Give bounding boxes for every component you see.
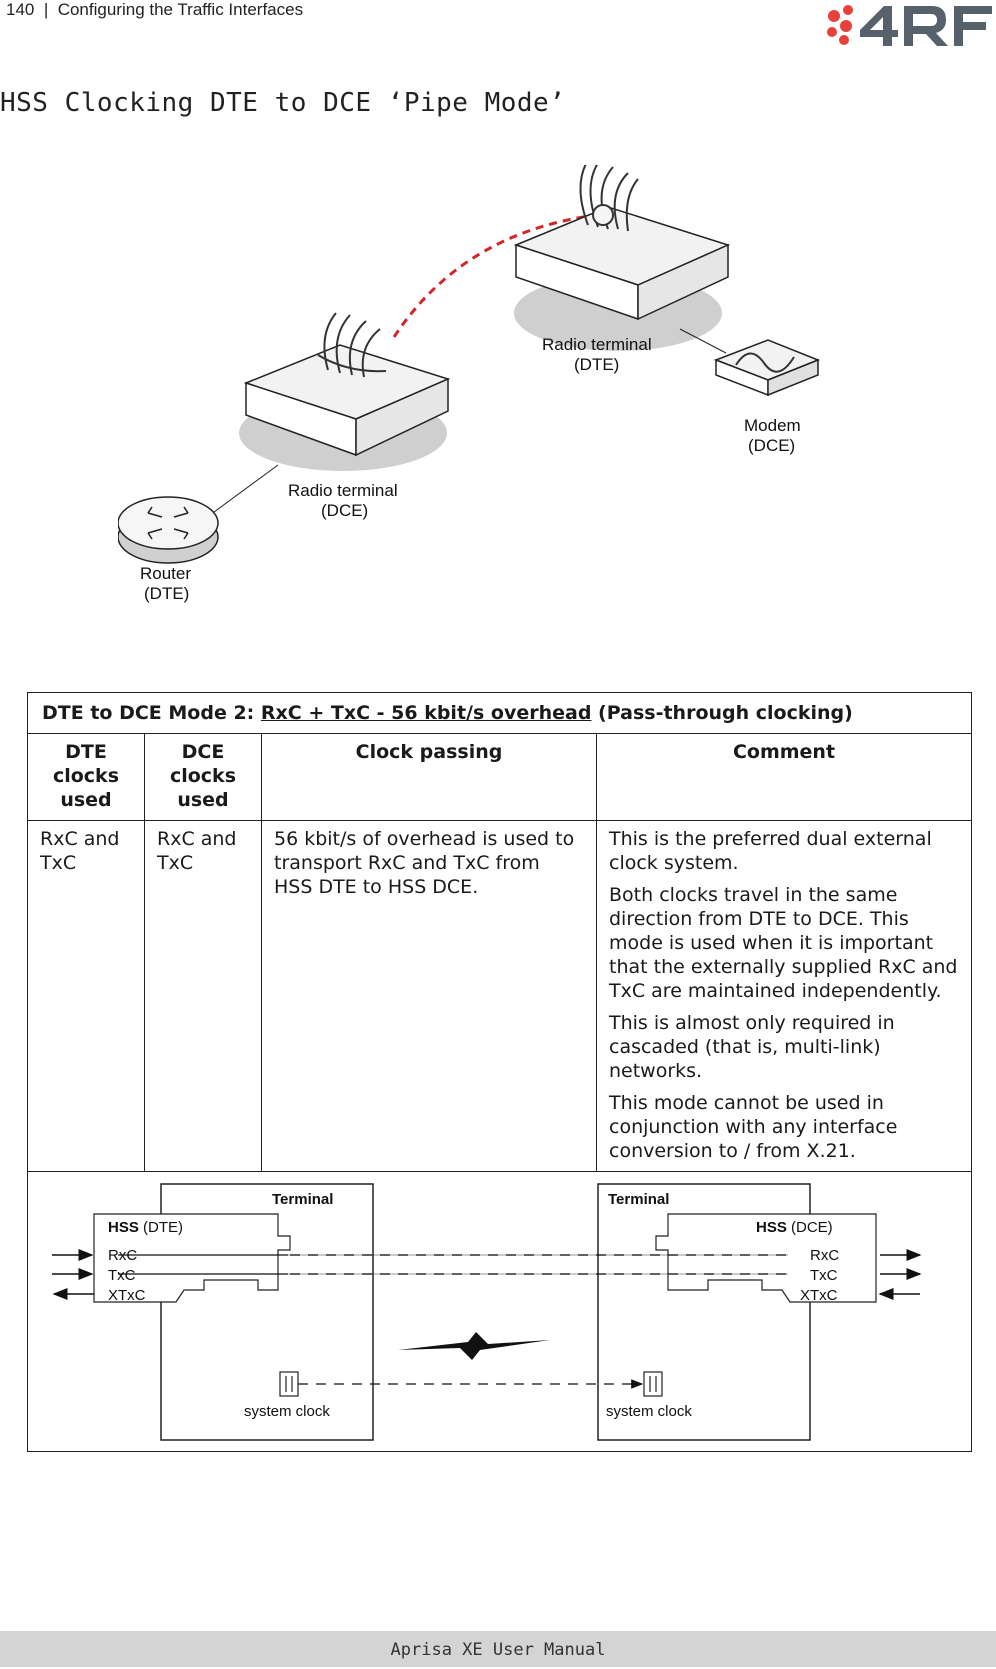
- radio-terminal-dce: [239, 313, 448, 520]
- diagram-row: [28, 1172, 972, 1452]
- clocking-mode-table: [27, 692, 972, 1452]
- page-number: 140: [6, 0, 35, 19]
- right-rxc-label: RxC: [810, 1247, 840, 1264]
- left-xtxc-label: XTxC: [108, 1287, 146, 1304]
- radio-terminal-dce-role: (DCE): [321, 501, 369, 520]
- 4rf-logo: [820, 0, 996, 50]
- left-rxc-label: RxC: [108, 1247, 138, 1264]
- comment-paragraph: Both clocks travel in the same direction from DTE to DCE. This mode is used when it is important that the externally supplied RxC and TxC are maintained independently.: [609, 884, 958, 1002]
- comment-paragraph: This is the preferred dual external clock system.: [609, 828, 932, 874]
- left-terminal-label: Terminal: [272, 1191, 334, 1208]
- right-hss-label: HSS (DCE): [756, 1219, 833, 1236]
- crystal-icon: [280, 1372, 298, 1396]
- table-row: [28, 821, 972, 1172]
- radio-terminal-dte-role: (DTE): [574, 355, 620, 374]
- left-txc-label: TxC: [108, 1267, 136, 1284]
- running-header: [6, 0, 303, 20]
- modem: [680, 329, 818, 455]
- right-terminal-label: Terminal: [608, 1191, 670, 1208]
- clock-diagram-cell: [28, 1172, 972, 1452]
- radio-terminal-dte: [514, 165, 728, 374]
- radio-terminal-dce-label: Radio terminal: [288, 481, 398, 500]
- crystal-icon: [644, 1372, 662, 1396]
- header-separator: |: [43, 0, 49, 19]
- modem-role: (DCE): [748, 436, 796, 455]
- network-diagram: [118, 165, 884, 643]
- cell-comment: [597, 821, 972, 1172]
- section-title: Configuring the Traffic Interfaces: [57, 0, 304, 19]
- footer: Aprisa XE User Manual: [0, 1631, 996, 1667]
- comment-paragraph: This mode cannot be used in conjunction with any interface conversion to / from X.21.: [609, 1092, 898, 1162]
- header-dte-clocks: DTE clocks used: [28, 734, 145, 821]
- header-comment: Comment: [597, 734, 972, 821]
- cell-dte-clocks: RxC and TxC: [28, 821, 145, 1172]
- logo-dots-icon: [827, 5, 853, 45]
- table-caption: DTE to DCE Mode 2: RxC + TxC - 56 kbit/s overhead (Pass-through clocking): [28, 693, 972, 734]
- cell-clock-passing: 56 kbit/s of overhead is used to transport RxC and TxC from HSS DTE to HSS DCE.: [262, 821, 597, 1172]
- right-xtxc-label: XTxC: [800, 1287, 838, 1304]
- cell-dce-clocks: RxC and TxC: [145, 821, 262, 1172]
- header-clock-passing: Clock passing: [262, 734, 597, 821]
- router-label: Router: [140, 564, 192, 583]
- left-terminal: [52, 1184, 373, 1440]
- left-hss-label: HSS (DTE): [108, 1219, 184, 1236]
- table-caption-row: [28, 693, 972, 734]
- table-header-row: [28, 734, 972, 821]
- router-role: (DTE): [144, 584, 190, 603]
- comment-paragraph: This is almost only required in cascaded (that is, multi-link) networks.: [609, 1012, 895, 1082]
- right-terminal: [598, 1184, 920, 1440]
- right-txc-label: TxC: [810, 1267, 838, 1284]
- router: [118, 465, 278, 603]
- right-system-clock: system clock: [606, 1403, 692, 1420]
- mode-link[interactable]: RxC + TxC - 56 kbit/s overhead: [260, 702, 592, 724]
- radio-link-icon: [398, 1332, 550, 1360]
- page-title: HSS Clocking DTE to DCE ‘Pipe Mode’: [0, 88, 566, 118]
- modem-label: Modem: [744, 416, 801, 435]
- header-dce-clocks: DCE clocks used: [145, 734, 262, 821]
- radio-terminal-dte-label: Radio terminal: [542, 335, 652, 354]
- clock-diagram: [28, 1172, 971, 1451]
- left-system-clock: system clock: [244, 1403, 330, 1420]
